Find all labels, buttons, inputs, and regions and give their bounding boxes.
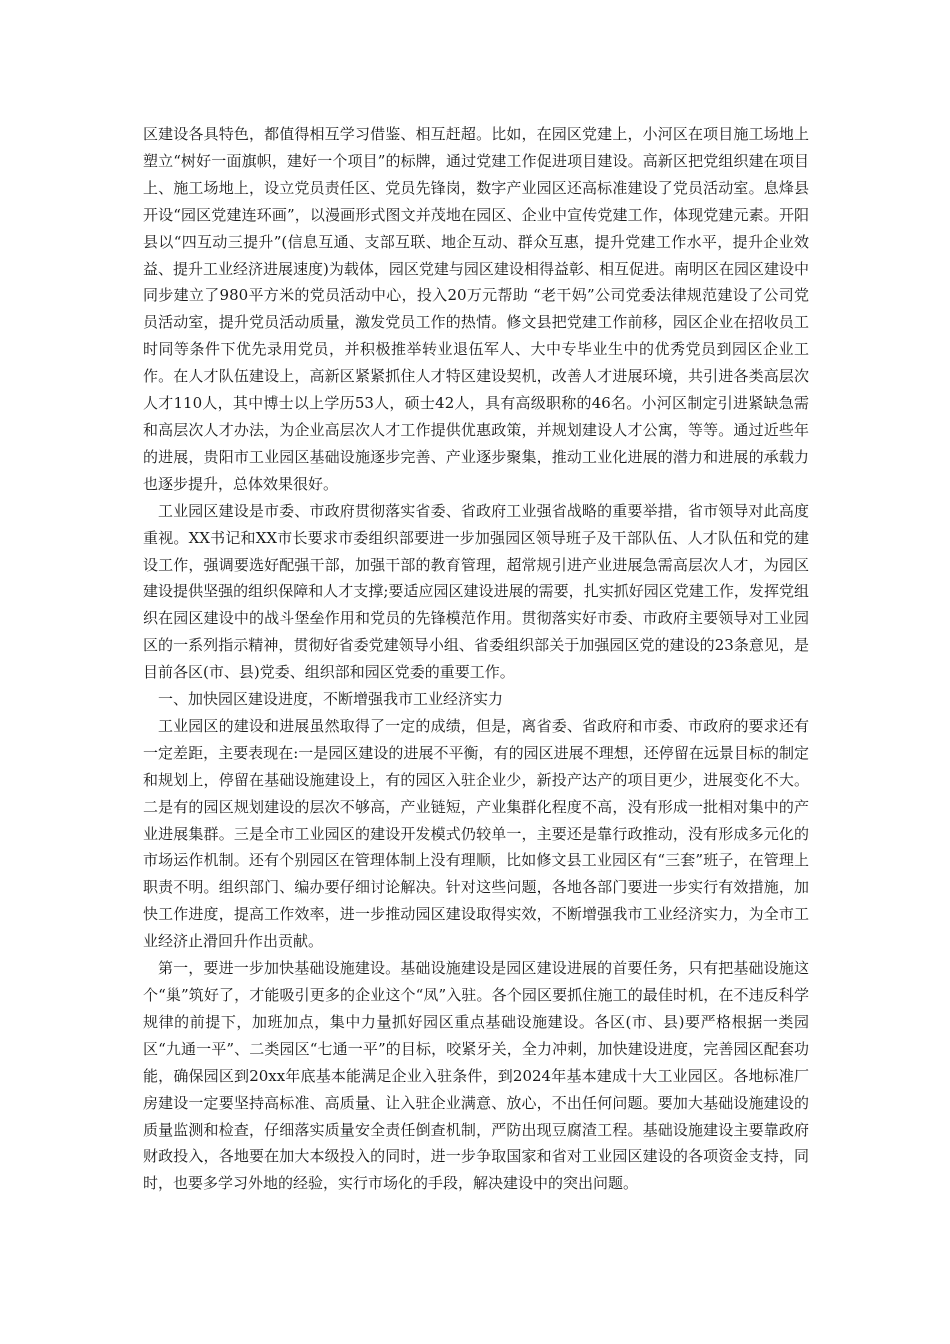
paragraph-infrastructure: 第一，要进一步加快基础设施建设。基础设施建设是园区建设进展的首要任务，只有把基础设施这个“巢”筑好了，才能吸引更多的企业这个“凤”入驻。各个园区要抓住施工的最佳时机，在不违反科学规律的前提下，加班加点，集中力量抓好园区重点基础设施建设。各区(市、县)要严格根据一类园区“九通一平”、二类园区“七通一平”的目标，咬紧牙关，全力冲刺，加快建设进度，完善园区配套功能，确保园区到20xx年底基本能满足企业入驻条件，到2024年基本建成十大工业园区。各地标准厂房建设一定要坚持高标准、高质量、让入驻企业满意、放心，不出任何问题。要加大基础设施建设的质量监测和检查，仔细落实质量安全责任倒查机制，严防出现豆腐渣工程。基础设施建设主要靠政府财政投入，各地要在加大本级投入的同时，进一步争取国家和省对工业园区建设的各项资金支持，同时，也要多学习外地的经验，实行市场化的手段，解决建设中的突出问题。 <box>143 959 809 1193</box>
paragraph-leadership-emphasis: 工业园区建设是市委、市政府贯彻落实省委、省政府工业强省战略的重要举措，省市领导对此高度重视。XX书记和XX市长要求市委组织部要进一步加强园区领导班子及干部队伍、人才队伍和党的建设工作，强调要选好配强干部，加强干部的教育管理，超常规引进产业进展急需高层次人才，为园区建设提供坚强的组织保障和人才支撑;要适应园区建设进展的需要，扎实抓好园区党建工作，发挥党组织在园区建设中的战斗堡垒作用和党员的先锋模范作用。贯彻落实好市委、市政府主要领导对工业园区的一系列指示精神，贯彻好省委党建领导小组、省委组织部关于加强园区党的建设的23条意见，是目前各区(市、县)党委、组织部和园区党委的重要工作。 <box>143 501 809 682</box>
section-heading-one: 一、加快园区建设进度，不断增强我市工业经济实力 <box>158 690 504 709</box>
paragraph-problems: 工业园区的建设和进展虽然取得了一定的成绩，但是，离省委、省政府和市委、市政府的要求还有一定差距，主要表现在:一是园区建设的进展不平衡，有的园区进展不理想，还停留在远景目标的制定和规划上，停留在基础设施建设上，有的园区入驻企业少，新投产达产的项目更少，进展变化不大。二是有的园区规划建设的层次不够高，产业链短，产业集群化程度不高，没有形成一批相对集中的产业进展集群。三是全市工业园区的建设开发模式仍较单一，主要还是靠行政推动，没有形成多元化的市场运作机制。还有个别园区在管理体制上没有理顺，比如修文县工业园区有“三套”班子，在管理上职责不明。组织部门、编办要仔细讨论解决。针对这些问题，各地各部门要进一步实行有效措施，加快工作进度，提高工作效率，进一步推动园区建设取得实效，不断增强我市工业经济实力，为全市工业经济止滑回升作出贡献。 <box>143 716 809 951</box>
paragraph-continuation: 区建设各具特色，都值得相互学习借鉴、相互赶超。比如，在园区党建上，小河区在项目施工场地上塑立“树好一面旗帜，建好一个项目”的标牌，通过党建工作促进项目建设。高新区把党组织建在项目上、施工场地上，设立党员责任区、党员先锋岗，数字产业园区还高标准建设了党员活动室。息烽县开设“园区党建连环画”，以漫画形式图文并茂地在园区、企业中宣传党建工作，体现党建元素。开阳县以“四互动三提升”(信息互通、支部互联、地企互动、群众互惠，提升党建工作水平，提升企业效益、提升工业经济进展速度)为载体，园区党建与园区建设相得益彰、相互促进。南明区在园区建设中同步建立了980平方米的党员活动中心，投入20万元帮助 “老干妈”公司党委法律规范建设了公司党员活动室，提升党员活动质量，激发党员工作的热情。修文县把党建工作前移，园区企业在招收员工时同等条件下优先录用党员，并积极推举转业退伍军人、大中专毕业生中的优秀党员到园区企业工作。在人才队伍建设上，高新区紧紧抓住人才特区建设契机，改善人才进展环境，共引进各类高层次人才110人，其中博士以上学历53人，硕士42人，具有高级职称的46名。小河区制定引进紧缺急需和高层次人才办法，为企业高层次人才工作提供优惠政策，并规划建设人才公寓，等等。通过近些年的进展，贵阳市工业园区基础设施逐步完善、产业逐步聚集，推动工业化进展的潜力和进展的承载力也逐步提升，总体效果很好。 <box>143 125 809 493</box>
document-body <box>143 121 809 1197</box>
